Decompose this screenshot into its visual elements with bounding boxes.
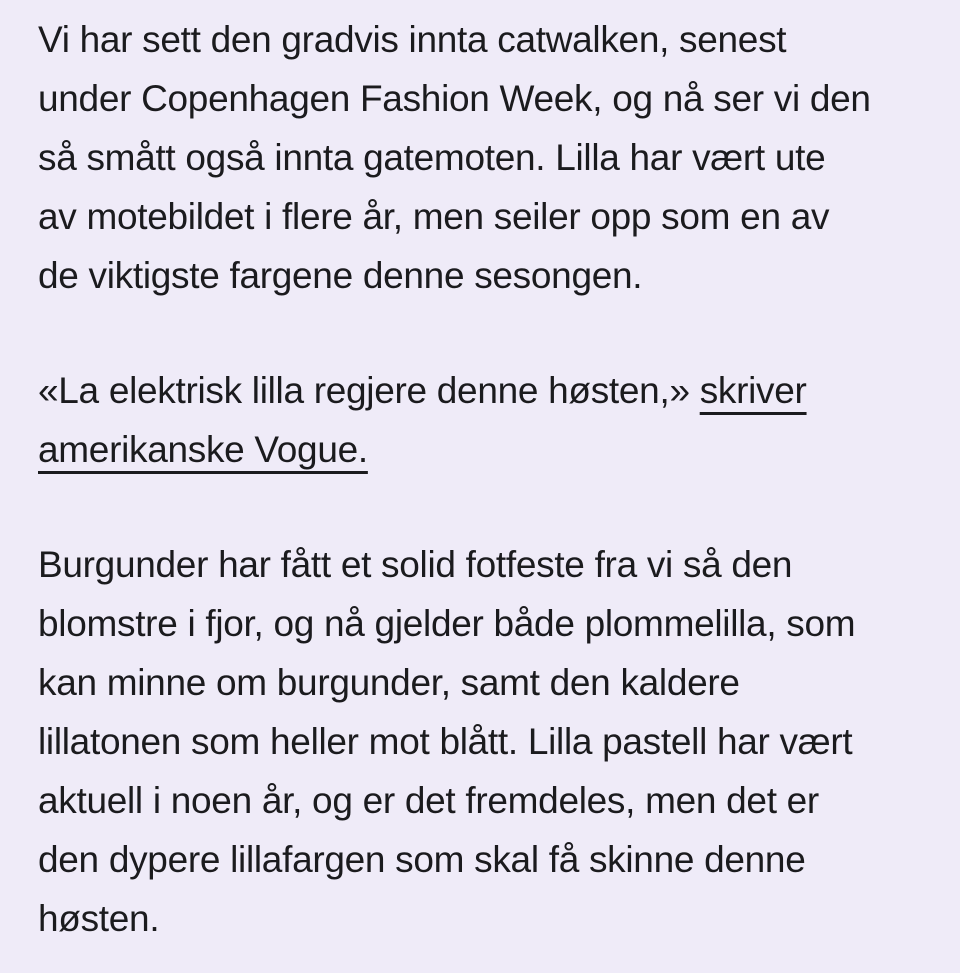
text-line: [38, 594, 923, 653]
text-line: [38, 653, 923, 712]
text-line: [38, 361, 923, 420]
text-line: [38, 535, 923, 594]
vogue-article-link[interactable]: skriver: [699, 370, 807, 411]
text-segment: av motebildet i flere år, men seiler opp som en av: [38, 196, 830, 237]
text-segment: Vi har sett den gradvis innta catwalken, senest: [38, 19, 787, 60]
text-segment: så smått også innta gatemoten. Lilla har vært ute: [38, 137, 826, 178]
text-line: [38, 246, 923, 305]
text-line: [38, 10, 923, 69]
text-line: [38, 128, 923, 187]
text-line: [38, 187, 923, 246]
text-line: [38, 69, 923, 128]
vogue-article-link[interactable]: amerikanske Vogue.: [38, 429, 368, 470]
paragraph-intro: [38, 10, 923, 305]
text-segment: under Copenhagen Fashion Week, og nå ser vi den: [38, 78, 871, 119]
text-line: [38, 420, 923, 479]
text-line: [38, 771, 923, 830]
text-line: [38, 712, 923, 771]
text-segment: den dypere lillafargen som skal få skinne denne: [38, 839, 806, 880]
text-segment: kan minne om burgunder, samt den kaldere: [38, 662, 740, 703]
text-segment: de viktigste fargene denne sesongen.: [38, 255, 643, 296]
text-segment: høsten.: [38, 898, 160, 939]
paragraph-vogue-quote: [38, 361, 923, 479]
text-line: [38, 830, 923, 889]
text-segment: «La elektrisk lilla regjere denne høsten,»: [38, 370, 700, 411]
text-segment: Burgunder har fått et solid fotfeste fra vi så den: [38, 544, 793, 585]
text-segment: lillatonen som heller mot blått. Lilla pastell har vært: [38, 721, 853, 762]
paragraph-color-trends: [38, 535, 923, 948]
text-line: [38, 889, 923, 948]
text-segment: aktuell i noen år, og er det fremdeles, men det er: [38, 780, 819, 821]
text-segment: blomstre i fjor, og nå gjelder både plommelilla, som: [38, 603, 856, 644]
